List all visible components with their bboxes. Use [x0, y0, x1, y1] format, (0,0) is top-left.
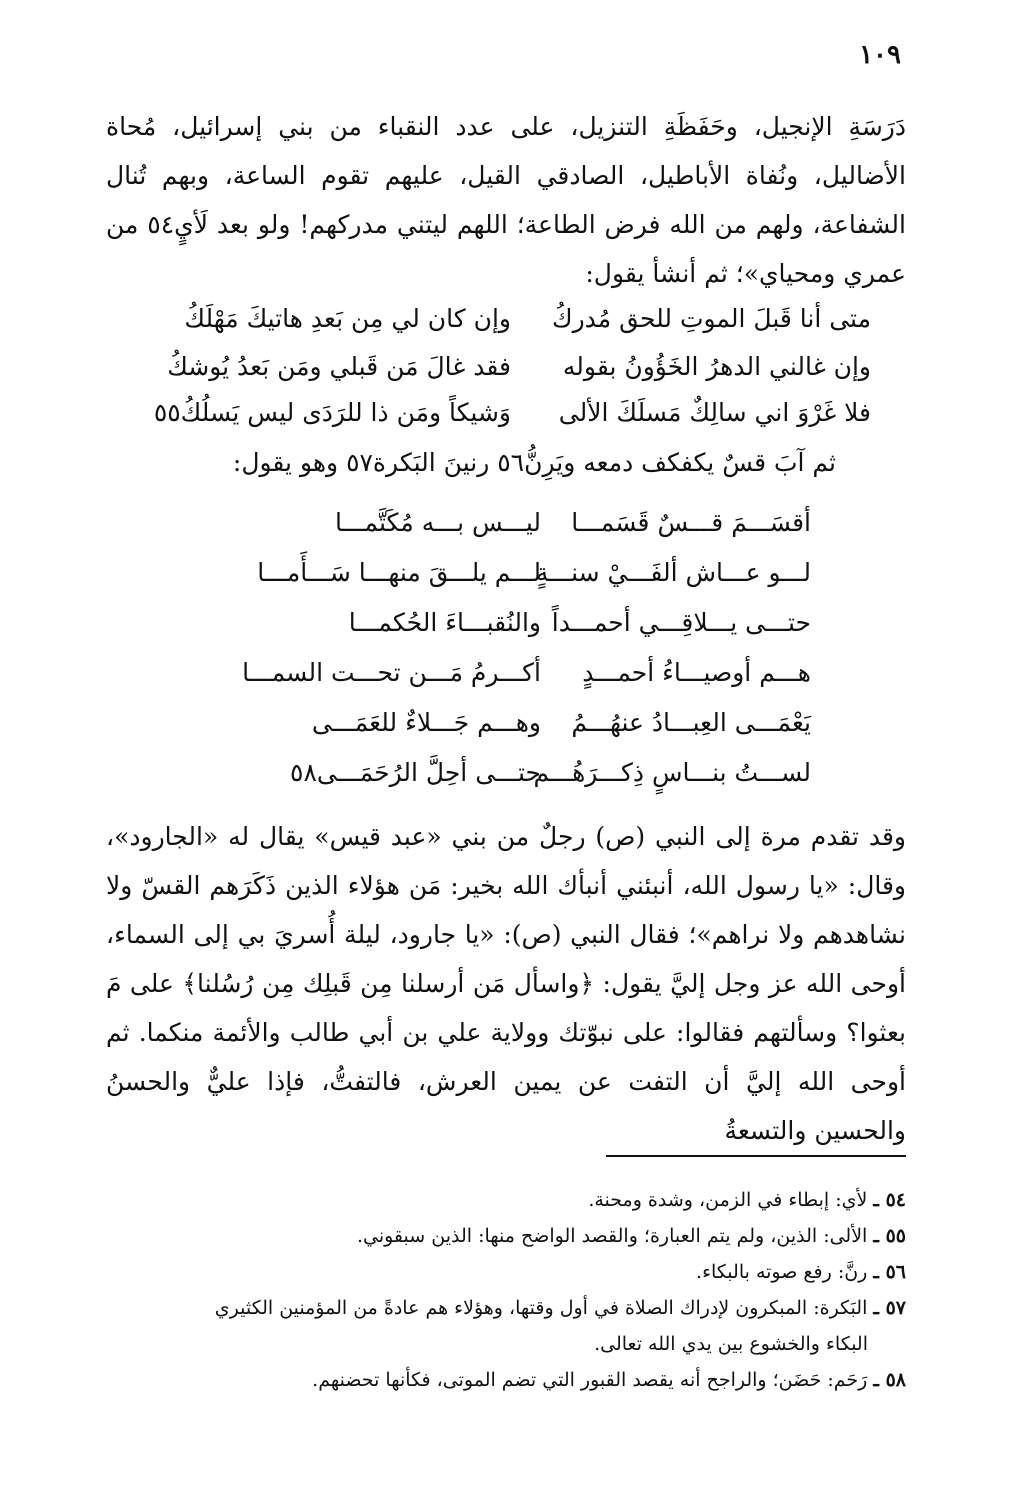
footnotes	[106, 1182, 906, 1398]
verse-second-hemistich: فقد غالَ مَن قَبلي ومَن بَعدُ يُوشكُ	[167, 352, 511, 381]
verse-first-hemistich: حتـــى يـــلاقِـــي أحمـــداً	[551, 608, 811, 637]
footnote-number: ٥٥ ـ	[873, 1225, 906, 1247]
poem-2-verse	[191, 758, 811, 787]
verse-second-hemistich: والنُقبـــاءَ الحُكمـــا	[348, 608, 541, 637]
verse-first-hemistich: لســـتُ بنـــاسٍ ذِكـــرَهُـــم	[533, 758, 811, 787]
footnote-continuation: البكاء والخشوع بين يدي الله تعالى.	[594, 1333, 868, 1355]
poem-2-intro: ثم آبَ قسٌ يكفكف دمعه ويَرِنُّ٥٦ رنينَ البَكرة٥٧ وهو يقول:	[232, 448, 836, 477]
footnote	[106, 1182, 906, 1218]
footnote-text: لأي: إبطاء في الزمن، وشدة ومحنة.	[588, 1189, 868, 1211]
footnote-text: الألى: الذين، ولم يتم العبارة؛ والقصد الواضح منها: الذين سبقوني.	[356, 1225, 868, 1247]
footnote-number: ٥٦ ـ	[873, 1261, 906, 1283]
verse-second-hemistich: وَشيكاً ومَن ذا للرَدَى ليس يَسلُكُ٥٥	[153, 398, 511, 427]
poem-1-verse	[111, 352, 871, 381]
footnote-separator	[606, 1155, 906, 1157]
page-number: ١٠٩	[859, 40, 901, 70]
poem-2-verse	[191, 658, 811, 687]
poem-2-verse	[191, 608, 811, 637]
verse-first-hemistich: هـــم أوصيـــاءُ أحمـــدٍ	[582, 658, 811, 687]
verse-first-hemistich: وإن غالني الدهرُ الخَؤُونُ بقوله	[562, 352, 871, 381]
poem-2-verse	[191, 558, 811, 587]
paragraph-1: دَرَسَةِ الإنجيل، وحَفَظَةِ التنزيل، على عدد النقباء من بني إسرائيل، مُحاة الأضاليل، ونُفاة الأباطيل، الصادقي القيل، عليهم تقوم الساعة، وبهم تُنال الشفاعة، ولهم من الله فرض الطاعة؛ اللهم ليتني مدركهم! ولو بعد لَأيٍ٥٤ من عمري ومحياي»؛ ثم أنشأ يقول:	[106, 112, 906, 288]
verse-first-hemistich: يَعْمَـــى العِبـــادُ عنهُـــمُ	[571, 708, 811, 737]
footnote-text: رَحَم: حَضَن؛ والراجح أنه يقصد القبور التي تضم الموتى، فكأنها تحضنهم.	[312, 1369, 868, 1391]
verse-first-hemistich: متى أنا قَبلَ الموتِ للحق مُدركُ	[552, 304, 871, 333]
paragraph-2: وقد تقدم مرة إلى النبي (ص) رجلٌ من بني «عبد قيس» يقال له «الجارود»، وقال: «يا رسول الله، أنبئني أنبأك الله بخير: مَن هؤلاء الذين ذَكَرَهم القسّ ولا نشاهدهم ولا نراهم»؛ فقال النبي (ص): «يا جارود، ليلة أُسريَ بي إلى السماء، أوحى الله عز وجل إليَّ يقول: ﴿واسأل مَن أرسلنا مِن قَبلِك مِن رُسُلنا﴾ على مَ بعثوا؟ وسألتهم فقالوا: على نبوّتك وولاية علي بن أبي طالب والأئمة منكما. ثم أوحى الله إليَّ أن التفت عن يمين العرش، فالتفتُّ، فإذا عليٌّ والحسنُ والحسين والتسعةُ	[106, 822, 906, 1145]
verse-second-hemistich: لـــم يلـــقَ منهـــا سَـــأَمـــا	[257, 558, 541, 587]
verse-second-hemistich: أكـــرمُ مَـــن تحـــت السمـــا	[242, 658, 541, 687]
poem-1-verse	[111, 398, 871, 427]
footnote-text: رنَّ: رفع صوته بالبكاء.	[696, 1261, 868, 1283]
footnote	[106, 1218, 906, 1254]
verse-second-hemistich: ليـــس بـــه مُكَتَّمـــا	[334, 508, 541, 537]
footnote	[106, 1254, 906, 1290]
poem-1-verse	[111, 304, 871, 333]
footnote-number: ٥٤ ـ	[873, 1189, 906, 1211]
footnote-number: ٥٧ ـ	[873, 1297, 906, 1319]
poem-2-verse	[191, 508, 811, 537]
verse-first-hemistich: أقسَـــمَ قـــسٌ قَسَمـــا	[571, 508, 811, 537]
footnote-text: البَكرة: المبكرون لإدراك الصلاة في أول وقتها، وهؤلاء هم عادةً من المؤمنين الكثيري	[214, 1297, 868, 1319]
verse-second-hemistich: وإن كان لي مِن بَعدِ هاتيكَ مَهْلَكُ	[184, 304, 511, 333]
verse-first-hemistich: لـــو عـــاش ألفَـــيْ سنـــةٍ	[535, 558, 811, 587]
footnote	[106, 1362, 906, 1398]
verse-second-hemistich: حتـــى أحِلَّ الرُحَمَـــى٥٨	[290, 758, 541, 787]
footnote-number: ٥٨ ـ	[873, 1369, 906, 1391]
verse-second-hemistich: وهـــم جَـــلاءٌ للعَمَـــى	[311, 708, 541, 737]
verse-first-hemistich: فلا غَرْوَ اني سالِكٌ مَسلَكَ الألى	[558, 398, 871, 427]
poem-2-verse	[191, 708, 811, 737]
footnote	[106, 1290, 906, 1362]
